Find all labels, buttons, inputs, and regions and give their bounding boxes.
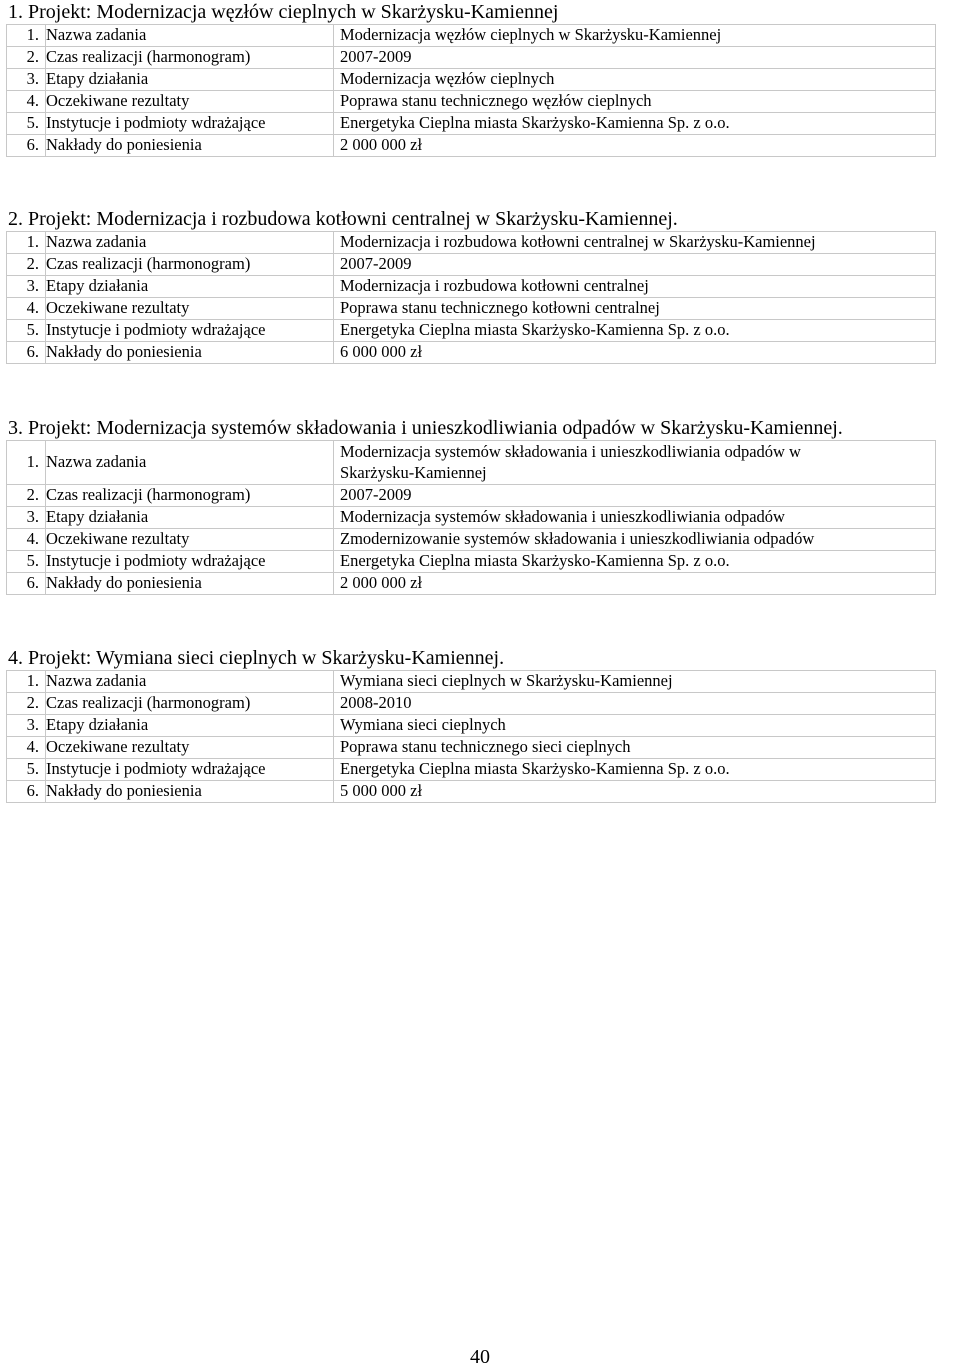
row-value: Energetyka Cieplna miasta Skarżysko-Kamienna Sp. z o.o. <box>334 320 936 342</box>
row-number: 1. <box>7 441 46 485</box>
row-number: 1. <box>7 25 46 47</box>
row-number: 2. <box>7 254 46 276</box>
row-value: Energetyka Cieplna miasta Skarżysko-Kamienna Sp. z o.o. <box>334 759 936 781</box>
row-label: Etapy działania <box>46 507 334 529</box>
table-row <box>7 320 936 342</box>
row-label: Etapy działania <box>46 69 334 91</box>
project-title: 4. Projekt: Wymiana sieci cieplnych w Skarżysku-Kamiennej. <box>8 647 505 669</box>
row-value: 2007-2009 <box>334 254 936 276</box>
row-number: 5. <box>7 113 46 135</box>
row-number: 4. <box>7 529 46 551</box>
row-label: Instytucje i podmioty wdrażające <box>46 551 334 573</box>
table-row <box>7 759 936 781</box>
row-number: 3. <box>7 715 46 737</box>
row-value: 2007-2009 <box>334 485 936 507</box>
row-value: Modernizacja systemów składowania i unieszkodliwiania odpadów w Skarżysku-Kamiennej <box>334 441 936 485</box>
row-label: Oczekiwane rezultaty <box>46 298 334 320</box>
row-number: 6. <box>7 342 46 364</box>
table-row <box>7 671 936 693</box>
row-value: 2 000 000 zł <box>334 573 936 595</box>
row-label: Czas realizacji (harmonogram) <box>46 254 334 276</box>
row-label: Nazwa zadania <box>46 25 334 47</box>
row-number: 3. <box>7 507 46 529</box>
row-value: Zmodernizowanie systemów składowania i unieszkodliwiania odpadów <box>334 529 936 551</box>
row-label: Czas realizacji (harmonogram) <box>46 693 334 715</box>
row-value: Poprawa stanu technicznego kotłowni centralnej <box>334 298 936 320</box>
row-number: 3. <box>7 276 46 298</box>
table-row <box>7 113 936 135</box>
row-number: 6. <box>7 781 46 803</box>
row-value: Modernizacja systemów składowania i unieszkodliwiania odpadów <box>334 507 936 529</box>
row-number: 6. <box>7 573 46 595</box>
row-value: Modernizacja i rozbudowa kotłowni centralnej <box>334 276 936 298</box>
row-label: Nazwa zadania <box>46 232 334 254</box>
table-row <box>7 485 936 507</box>
row-label: Oczekiwane rezultaty <box>46 737 334 759</box>
row-label: Oczekiwane rezultaty <box>46 91 334 113</box>
row-label: Czas realizacji (harmonogram) <box>46 47 334 69</box>
table-row <box>7 25 936 47</box>
table-row <box>7 47 936 69</box>
project-table <box>6 231 936 364</box>
row-value: 2008-2010 <box>334 693 936 715</box>
table-row <box>7 254 936 276</box>
row-value: 2007-2009 <box>334 47 936 69</box>
project-section-3 <box>0 416 960 595</box>
row-label: Oczekiwane rezultaty <box>46 529 334 551</box>
row-label: Nazwa zadania <box>46 671 334 693</box>
row-number: 5. <box>7 759 46 781</box>
table-row <box>7 441 936 485</box>
row-value: Wymiana sieci cieplnych <box>334 715 936 737</box>
row-value: Poprawa stanu technicznego sieci cieplnych <box>334 737 936 759</box>
table-row <box>7 529 936 551</box>
table-row <box>7 276 936 298</box>
row-number: 2. <box>7 47 46 69</box>
table-row <box>7 135 936 157</box>
row-label: Nakłady do poniesienia <box>46 135 334 157</box>
row-label: Nakłady do poniesienia <box>46 342 334 364</box>
row-label: Czas realizacji (harmonogram) <box>46 485 334 507</box>
row-number: 2. <box>7 485 46 507</box>
row-label: Etapy działania <box>46 276 334 298</box>
table-row <box>7 298 936 320</box>
row-number: 5. <box>7 320 46 342</box>
project-section-2 <box>0 207 960 364</box>
row-number: 4. <box>7 91 46 113</box>
row-number: 1. <box>7 232 46 254</box>
project-table <box>6 24 936 157</box>
row-label: Instytucje i podmioty wdrażające <box>46 759 334 781</box>
project-section-1 <box>0 0 960 157</box>
row-value: 2 000 000 zł <box>334 135 936 157</box>
table-row <box>7 69 936 91</box>
row-value: 6 000 000 zł <box>334 342 936 364</box>
table-row <box>7 91 936 113</box>
table-row <box>7 551 936 573</box>
row-number: 4. <box>7 298 46 320</box>
row-label: Etapy działania <box>46 715 334 737</box>
row-number: 3. <box>7 69 46 91</box>
project-table <box>6 440 936 595</box>
row-value: Poprawa stanu technicznego węzłów cieplnych <box>334 91 936 113</box>
table-row <box>7 781 936 803</box>
row-value: Energetyka Cieplna miasta Skarżysko-Kamienna Sp. z o.o. <box>334 113 936 135</box>
project-title: 3. Projekt: Modernizacja systemów składowania i unieszkodliwiania odpadów w Skarżysku-Kamiennej. <box>8 417 843 439</box>
row-number: 1. <box>7 671 46 693</box>
row-label: Nakłady do poniesienia <box>46 573 334 595</box>
project-title: 1. Projekt: Modernizacja węzłów cieplnych w Skarżysku-Kamiennej <box>8 1 559 23</box>
row-number: 6. <box>7 135 46 157</box>
project-title: 2. Projekt: Modernizacja i rozbudowa kotłowni centralnej w Skarżysku-Kamiennej. <box>8 208 678 230</box>
page-number: 40 <box>470 1346 490 1368</box>
table-row <box>7 737 936 759</box>
row-number: 5. <box>7 551 46 573</box>
row-label: Nakłady do poniesienia <box>46 781 334 803</box>
row-label: Instytucje i podmioty wdrażające <box>46 320 334 342</box>
row-value: Modernizacja węzłów cieplnych w Skarżysku-Kamiennej <box>334 25 936 47</box>
table-row <box>7 507 936 529</box>
table-row <box>7 342 936 364</box>
project-section-4 <box>0 646 960 803</box>
project-table <box>6 670 936 803</box>
table-row <box>7 715 936 737</box>
row-value: Modernizacja i rozbudowa kotłowni centralnej w Skarżysku-Kamiennej <box>334 232 936 254</box>
row-number: 4. <box>7 737 46 759</box>
row-value: Wymiana sieci cieplnych w Skarżysku-Kamiennej <box>334 671 936 693</box>
table-row <box>7 232 936 254</box>
row-value: Energetyka Cieplna miasta Skarżysko-Kamienna Sp. z o.o. <box>334 551 936 573</box>
row-value: Modernizacja węzłów cieplnych <box>334 69 936 91</box>
row-number: 2. <box>7 693 46 715</box>
row-label: Nazwa zadania <box>46 441 334 485</box>
row-label: Instytucje i podmioty wdrażające <box>46 113 334 135</box>
row-value: 5 000 000 zł <box>334 781 936 803</box>
table-row <box>7 573 936 595</box>
table-row <box>7 693 936 715</box>
